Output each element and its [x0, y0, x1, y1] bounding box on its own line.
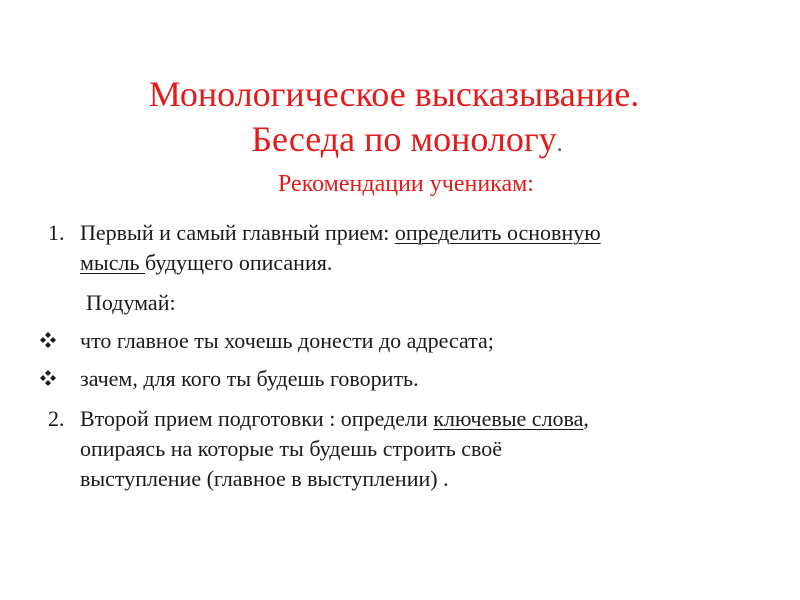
diamond-quad-icon	[40, 332, 56, 348]
list-item-1-line-1	[80, 218, 601, 247]
slide-title	[0, 72, 800, 201]
item-2-comma: ,	[583, 406, 589, 431]
bullet-item-1: что главное ты хочешь донести до адресата;	[80, 328, 494, 353]
item-1-underlined-main-idea: определить основную	[394, 220, 601, 245]
title-line-2-text: Беседа по монологу	[251, 119, 557, 159]
item-1-text: Первый и самый главный прием:	[80, 220, 395, 245]
item-2-underlined-keywords: ключевые слова	[433, 406, 584, 431]
list-item-2-line-3: выступление (главное в выступлении) .	[80, 466, 449, 491]
list-item-2-line-1	[80, 404, 589, 433]
diamond-quad-icon	[40, 370, 56, 386]
title-line-2-dot: .	[556, 131, 563, 157]
think-label: Подумай:	[86, 290, 176, 315]
title-line-2	[14, 116, 800, 167]
list-number-2: 2.	[48, 406, 65, 431]
title-line-1: Монологическое высказывание.	[148, 74, 640, 114]
item-2-text: Второй прием подготовки : определи	[80, 406, 434, 431]
item-1-underlined-thought: мысль	[80, 250, 145, 275]
list-item-1-line-2	[80, 248, 332, 277]
item-1-text-end: будущего описания.	[144, 250, 333, 275]
subtitle: Рекомендации ученикам:	[278, 171, 534, 197]
bullet-item-2: зачем, для кого ты будешь говорить.	[80, 366, 419, 391]
list-number-1: 1.	[48, 220, 65, 245]
list-item-2-line-2: опираясь на которые ты будешь строить своё	[80, 436, 503, 461]
